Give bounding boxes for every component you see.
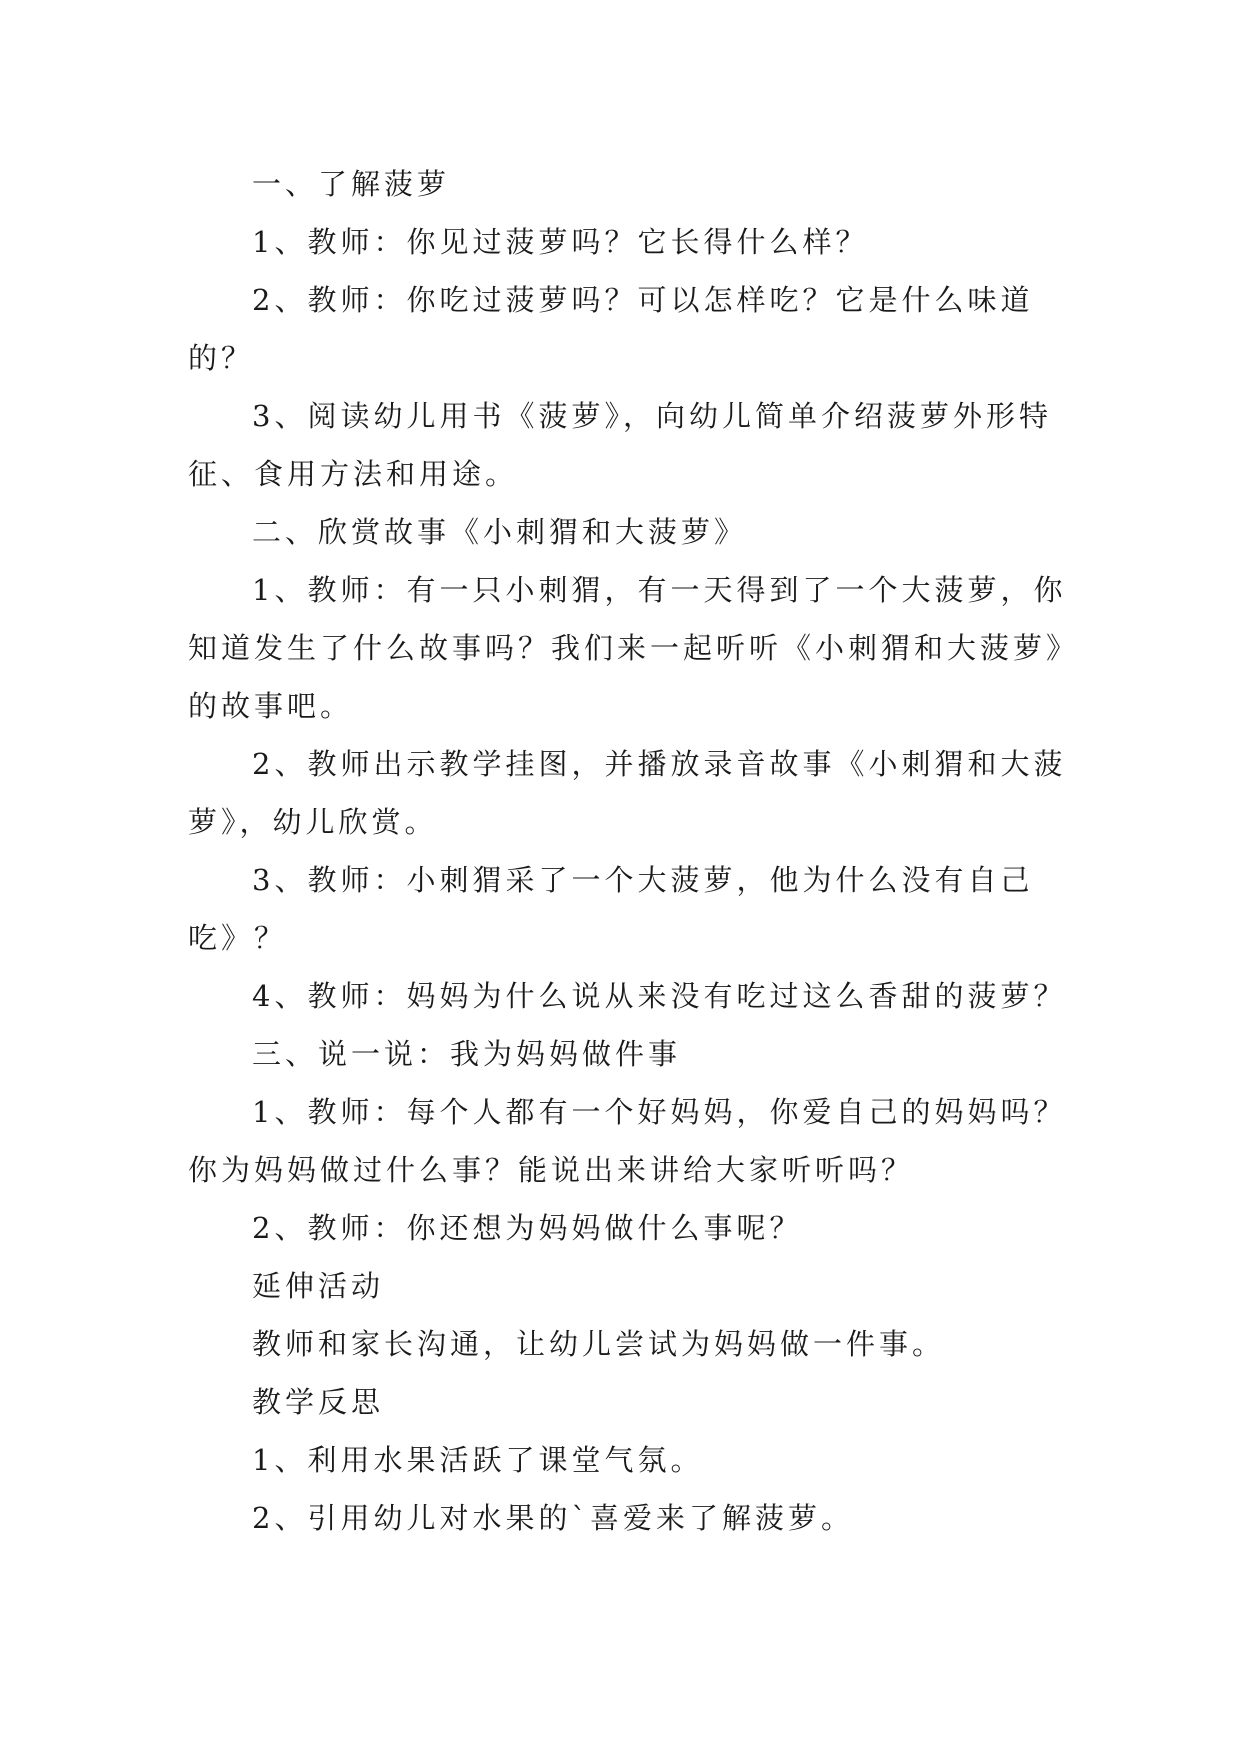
paragraph: 2、教师：你吃过菠萝吗？可以怎样吃？它是什么味道的？ [188,283,1034,375]
paragraph: 2、引用幼儿对水果的`喜爱来了解菠萝。 [252,1501,854,1535]
section-heading-3: 三、说一说：我为妈妈做件事 [252,1037,682,1071]
paragraph: 1、利用水果活跃了课堂气氛。 [252,1443,704,1477]
section-heading-reflection: 教学反思 [252,1385,385,1419]
paragraph: 3、教师：小刺猬采了一个大菠萝，他为什么没有自己吃》？ [188,863,1034,955]
paragraph: 1、教师：你见过菠萝吗？它长得什么样？ [252,225,869,259]
paragraph: 2、教师：你还想为妈妈做什么事呢？ [252,1211,803,1245]
paragraph: 2、教师出示教学挂图，并播放录音故事《小刺猬和大菠萝》，幼儿欣赏。 [188,747,1067,839]
paragraph: 3、阅读幼儿用书《菠萝》，向幼儿简单介绍菠萝外形特征、食用方法和用途。 [188,399,1052,491]
section-heading-2: 二、欣赏故事《小刺猬和大菠萝》 [252,515,748,549]
section-heading-extension: 延伸活动 [252,1269,385,1303]
paragraph: 4、教师：妈妈为什么说从来没有吃过这么香甜的菠萝？ [252,979,1067,1013]
paragraph: 1、教师：有一只小刺猬，有一天得到了一个大菠萝，你知道发生了什么故事吗？我们来一起听听《小刺猬和大菠萝》的故事吧。 [188,573,1067,723]
paragraph: 教师和家长沟通，让幼儿尝试为妈妈做一件事。 [252,1327,946,1361]
document-body [188,155,1068,1547]
section-heading-1: 一、了解菠萝 [252,167,451,201]
paragraph: 1、教师：每个人都有一个好妈妈，你爱自己的妈妈吗？你为妈妈做过什么事？能说出来讲给大家听听吗？ [188,1095,1067,1187]
